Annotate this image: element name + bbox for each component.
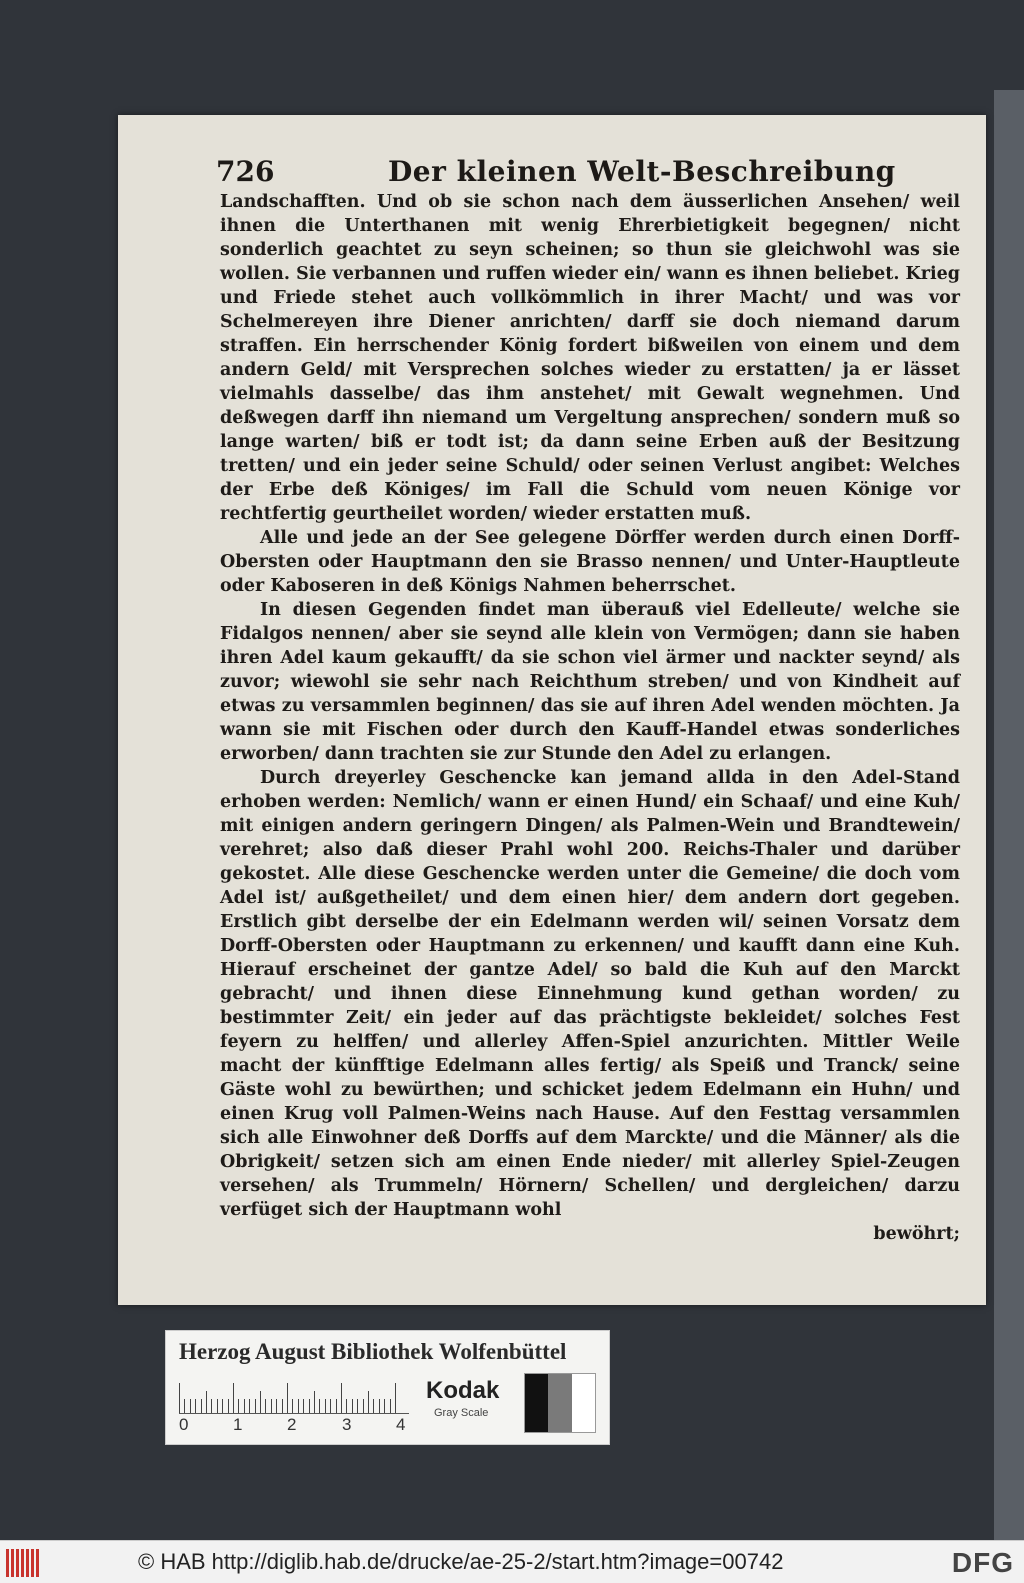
ruler-tick [184,1399,185,1413]
ruler-tick [190,1399,191,1413]
background-strip [994,90,1024,1540]
paragraph: Alle und jede an der See gelegene Dörffer werden durch einen Dorff-Obersten oder Hauptmann den sie Brasso nennen/ und Unter-Hauptleute oder Kaboseren in deß Königs Nahmen beherrschet. [220,528,960,596]
body-text [220,190,960,1246]
ruler-tick [346,1399,347,1413]
ruler-tick [379,1399,380,1413]
paragraph: In diesen Gegenden findet man überauß viel Edelleute/ welche sie Fidalgos nennen/ aber sie seynd alle klein von Vermögen; dann sie haben ihren Adel kaum gekaufft/ da sie schon viel ärmer und nackter seynd/ als zuvor; wiewohl sie sehr nach Reichthum streben/ und von Kindheit auf etwas zu versammlen beginnen/ das sie auf ihren Adel wenden möchten. Ja wann sie mit Fischen oder durch den Kauff-Handel etwas sonderliches erworben/ dann trachten sie zur Stunde den Adel zu erlangen. [220,600,960,764]
ruler-tick [282,1399,283,1413]
ruler-tick [314,1391,315,1413]
ruler-tick [206,1391,207,1413]
ruler-tick [201,1399,202,1413]
ruler-tick [368,1391,369,1413]
ruler-tick [384,1399,385,1413]
ruler-tick [211,1399,212,1413]
ruler-tick [357,1399,358,1413]
ruler [179,1379,409,1414]
ruler-tick [249,1399,250,1413]
ruler-tick [298,1399,299,1413]
ruler-tick [222,1399,223,1413]
ruler-tick [265,1399,266,1413]
ruler-tick [217,1399,218,1413]
ruler-tick [244,1399,245,1413]
kodak-logo: Kodak [426,1377,500,1404]
ruler-label: 2 [287,1415,297,1434]
ruler-tick [292,1399,293,1413]
ruler-tick [363,1399,364,1413]
book-page [118,115,986,1305]
ruler-tick [260,1391,261,1413]
ruler-tick [336,1399,337,1413]
ruler-tick [238,1399,239,1413]
ruler-tick [325,1399,326,1413]
footer-bar [0,1540,1024,1583]
footer-credit-link[interactable]: © HAB http://diglib.hab.de/drucke/ae-25-2/start.htm?image=00742 [138,1549,784,1574]
ruler-tick [287,1383,288,1413]
ruler-tick [303,1399,304,1413]
ruler-tick [271,1399,272,1413]
ruler-tick [330,1399,331,1413]
ruler-tick [195,1399,196,1413]
dfg-logo: DFG [951,1547,1014,1578]
ruler-tick [255,1399,256,1413]
ruler-labels [179,1415,419,1435]
page-number: 726 [216,155,275,188]
ruler-tick [352,1399,353,1413]
swatch-white [572,1374,595,1432]
page-header [216,155,976,195]
ruler-tick [395,1383,396,1413]
ruler-label: 1 [233,1415,243,1434]
ruler-label: 4 [396,1415,406,1434]
ruler-tick [233,1383,234,1413]
catchword: bewöhrt; [873,1224,960,1244]
paragraph: Landschafften. Und ob sie schon nach dem äusserlichen Ansehen/ weil ihnen die Unterthanen mit wenig Ehrerbietigkeit begegnen/ nicht sonderlich geachtet zu seyn scheinen; so thun sie gleichwohl was sie wollen. Sie verbannen und ruffen wieder ein/ wann es ihnen beliebet. Krieg und Friede stehet auch vollkömmlich in ihrer Macht/ und was vor Schelmereyen ihre Diener anrichten/ darff sie doch niemand darum straffen. Ein herrschender König fordert bißweilen von einem und dem andern Geld/ mit Versprechen solches wieder zu erstatten/ ja er lässet vielmahls dasselbe/ das ihm anstehet/ mit Gewalt wegnehmen. Und deßwegen darff ihn niemand um Vergeltung ansprechen/ sondern muß so lange warten/ biß er todt ist; da dann seine Erben auß der Besitzung tretten/ und ein jeder seine Schuld/ oder seinen Verlust angibet: Welches der Erbe deß Königes/ im Fall die Schuld vom neuen Könige vor rechtfertig geurtheilet worden/ wieder erstatten muß. [220,192,960,524]
ruler-tick [390,1399,391,1413]
ruler-tick [309,1399,310,1413]
ruler-label: 3 [342,1415,352,1434]
library-title: Herzog August Bibliothek Wolfenbüttel [179,1339,567,1364]
ruler-tick [319,1399,320,1413]
running-head: Der kleinen Welt-Beschreibung [388,155,896,188]
ruler-tick [341,1383,342,1413]
ruler-tick [179,1383,180,1413]
ruler-tick [373,1399,374,1413]
paragraph: Durch dreyerley Geschencke kan jemand allda in den Adel-Stand erhoben werden: Nemlich/ wann er einen Hund/ ein Schaaf/ und eine Kuh/ mit einigen andern geringern Dingen/ als Palmen-Wein und Brandtewein/ verehret; also daß dieser Prahl wohl 200. Reichs-Thaler und darüber gekostet. Alle diese Geschencke werden unter die Gemeine/ die doch vom Adel ist/ außgetheilet/ und dem einen hier/ dem andern dort gegeben. Erstlich gibt derselbe der ein Edelmann werden wil/ seinen Vorsatz dem Dorff-Obersten oder Hauptmann zu erkennen/ und kaufft dann eine Kuh. Hierauf erscheinet der gantze Adel/ so bald die Kuh auf den Marckt gebracht/ und ihnen diese Einnehmung kund gethan worden/ zu bestimmter Zeit/ ein jeder auf das prächtigste bekleidet/ solches Fest feyern zu helffen/ und allerley Affen-Spiel anzurichten. Mittler Weile macht der künfftige Edelmann alles fertig/ als Speiß und Tranck/ seine Gäste wohl zu bewürthen; und schicket jedem Edelmann ein Huhn/ und einen Krug voll Palmen-Weins nach Hause. Auf den Festtag versammlen sich alle Einwohner deß Dorffs auf dem Marckte/ und die Männer/ als die Obrigkeit/ setzen sich am einen Ende nieder/ mit allerley Spiel-Zeugen versehen/ als Trummeln/ Hörnern/ Schellen/ und dergleichen/ darzu verfüget sich der Hauptmann wohl [220,768,960,1220]
gray-swatches [524,1373,596,1433]
hab-logo-icon [6,1549,48,1577]
swatch-black [525,1374,548,1432]
color-scale-card [165,1330,610,1445]
ruler-tick [276,1399,277,1413]
gray-scale-label: Gray Scale [434,1407,489,1419]
ruler-label: 0 [179,1415,189,1434]
swatch-gray [548,1374,571,1432]
ruler-tick [228,1399,229,1413]
